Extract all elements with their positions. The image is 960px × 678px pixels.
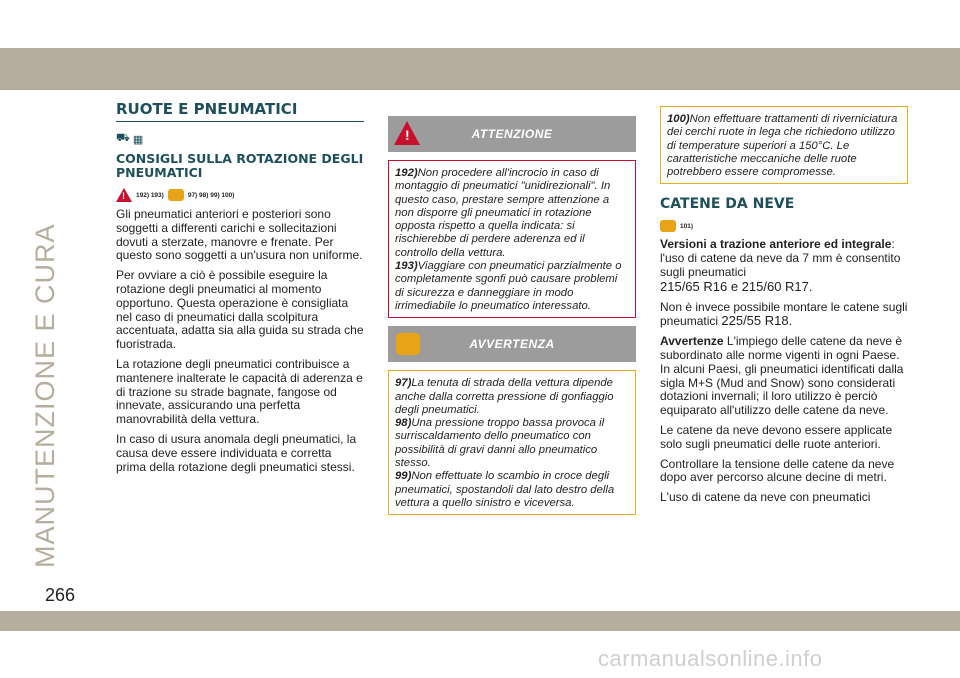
paragraph: Per ovviare a ciò è possibile eseguire la rotazione degli pneumatici al momento opportuno. Questa operazione è consigliata nel caso di pneumatici dalla scolpitura accentuata, adatta sia alla guida su strada che fuoristrada. — [116, 268, 364, 352]
4wd-icon-row — [116, 132, 364, 146]
attention-item: 193)Viaggiare con pneumatici parzialmente o completamente sgonfi può causare problemi di sicurezza e danneggiare in modo irrimediabile lo pneumatico interessato. — [395, 260, 622, 312]
paragraph: In caso di usura anomala degli pneumatici, la causa deve essere individuata e corretta prima della rotazione degli pneumatici stessi. — [116, 431, 357, 474]
column-3 — [660, 106, 908, 511]
attention-title: ATTENZIONE — [471, 127, 553, 141]
paragraph: Avvertenze L'impiego delle catene da neve è subordinato alle norme vigenti in ogni Paese. In alcuni Paesi, gli pneumatici identificati dalla sigla M+S (Mud and Snow) sono considerati dotazioni invernali; il loro utilizzo è perciò equiparato all'utilizzo delle catene da neve. — [660, 334, 904, 418]
section-title: RUOTE E PNEUMATICI — [116, 100, 364, 122]
paragraph: Non è invece possibile montare le catene sugli pneumatici 225/55 R18. — [660, 299, 908, 329]
note-number: 192) — [395, 167, 418, 179]
section-side-label: MANUTENZIONE E CURA — [30, 223, 60, 568]
bottom-band — [0, 611, 960, 631]
note-number: 100) — [667, 113, 690, 125]
warning-title: AVVERTENZA — [469, 337, 555, 352]
column-1 — [116, 100, 364, 480]
danger-refs: 192) 193) — [136, 191, 164, 199]
subsection-title: CONSIGLI SULLA ROTAZIONE DEGLI PNEUMATICI — [116, 151, 364, 180]
attention-box — [388, 160, 636, 318]
paragraph: Versioni a trazione anteriore ed integrale: l'uso di catene da neve da 7 mm è consentito sugli pneumatici 215/65 R16 e 215/60 R17. — [660, 237, 901, 294]
danger-triangle-icon — [116, 188, 132, 202]
note-number: 193) — [395, 260, 418, 273]
warning-box-continued: 100)Non effettuare trattamenti di riverniciatura dei cerchi ruote in lega che richiedono utilizzo di temperature superiori a 150°C. Le caratteristiche meccaniche delle ruote potrebbero essere compromesse. — [660, 106, 908, 184]
top-band — [0, 48, 960, 90]
warning-item: 97)La tenuta di strada della vettura dipende anche dalla corretta pressione di gonfiaggio degli pneumatici. — [395, 377, 614, 416]
car-warning-icon — [168, 189, 184, 201]
attention-item: 192)Non procedere all'incrocio in caso di montaggio di pneumatici "unidirezionali". In questo caso, prestare sempre attenzione a non disporre gli pneumatici in rotazione opposta rispetto a quella indicata: si rischierebbe di perdere aderenza ed il controllo della vettura. — [395, 167, 611, 259]
paragraph: Le catene da neve devono essere applicate solo sugli pneumatici delle ruote anteriori. — [660, 423, 893, 451]
note-references — [116, 188, 364, 202]
note-number: 97) — [395, 377, 412, 390]
warning-box — [388, 370, 636, 515]
column-2 — [388, 116, 636, 515]
section-title: CATENE DA NEVE — [660, 196, 795, 213]
car-warning-icon — [660, 220, 676, 232]
note-number: 99) — [395, 470, 412, 483]
attention-header — [388, 116, 636, 152]
warning-refs: 101) — [680, 222, 694, 230]
warning-item: 99)Non effettuate lo scambio in croce degli pneumatici, spostandoli dal lato destro della vettura a quello sinistro e viceversa. — [395, 470, 615, 509]
paragraph: L'uso di catene da neve con pneumatici — [660, 490, 871, 505]
note-references — [660, 220, 908, 232]
paragraph: La rotazione degli pneumatici contribuisce a mantenere inalterate le capacità di aderenza e di trazione su strade bagnate, fangose od innevate, assicurando una perfetta manovrabilità della vettura. — [116, 356, 363, 427]
4wd-car-icon: ⛟ — [116, 132, 130, 144]
watermark: carmanualsonline.info — [598, 646, 823, 671]
paragraph: Controllare la tensione delle catene da neve dopo aver percorso alcune decine di metri. — [660, 456, 895, 485]
warning-item: 98)Una pressione troppo bassa provoca il surriscaldamento dello pneumatico con possibilità di gravi danni allo pneumatico stesso. — [395, 417, 605, 470]
paragraph: Gli pneumatici anteriori e posteriori sono soggetti a differenti carichi e sollecitazioni dovuti a sterzate, manovre e frenate. Per questo sono soggetti a un'usura non uniforme. — [116, 207, 363, 263]
warning-refs: 97) 98) 99) 100) — [187, 191, 235, 199]
note-number: 98) — [395, 417, 412, 430]
page-number: 266 — [45, 585, 76, 605]
vehicle-variant-icon: ▦ — [132, 133, 144, 146]
warning-header — [388, 326, 636, 362]
